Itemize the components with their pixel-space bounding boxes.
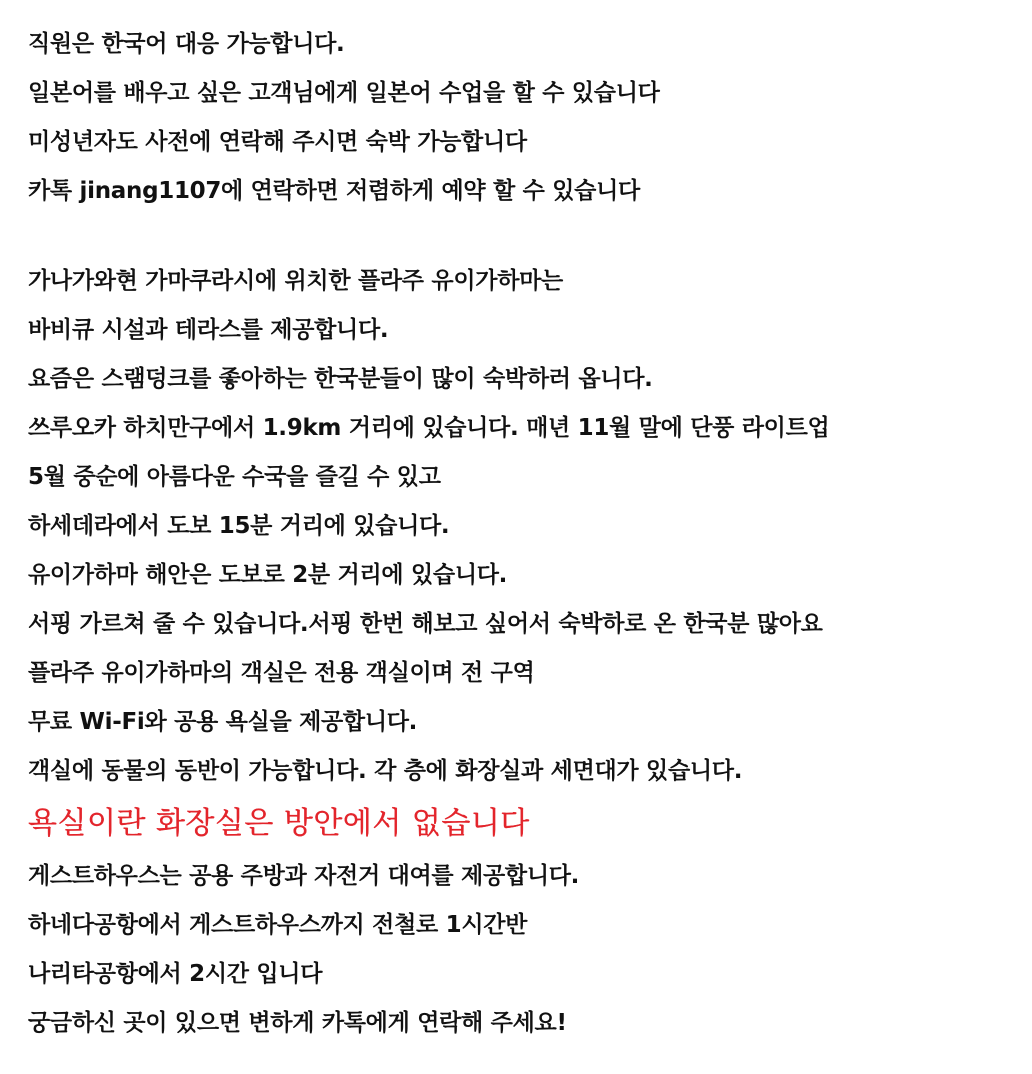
location-line: 가나가와현 가마쿠라시에 위치한 플라주 유이가하마는: [28, 268, 563, 294]
notice-document: [28, 0, 1028, 1048]
surfing-line: 서핑 가르쳐 줄 수 있습니다.서핑 한번 해보고 싶어서 숙박하로 온 한국분 많아요: [28, 611, 823, 637]
haneda-access-line: 하네다공항에서 게스트하우스까지 전철로 1시간반: [28, 912, 528, 938]
paragraph-spacer: [28, 216, 1028, 257]
pets-facilities-line: 객실에 동물의 동반이 가능합니다. 각 층에 화장실과 세면대가 있습니다.: [28, 758, 743, 784]
intro-section: [28, 20, 1028, 216]
slam-dunk-line: 요즘은 스램덩크를 좋아하는 한국분들이 많이 숙박하러 옵니다.: [28, 366, 653, 392]
hachimangu-distance-line: 쓰루오카 하치만구에서 1.9km 거리에 있습니다. 매년 11월 말에 단풍 라이트업: [28, 415, 830, 441]
hasedera-distance-line: 하세데라에서 도보 15분 거리에 있습니다.: [28, 513, 450, 539]
kitchen-bicycle-line: 게스트하우스는 공용 주방과 자전거 대여를 제공합니다.: [28, 863, 580, 889]
contact-invite-line: 궁금하신 곳이 있으면 변하게 카톡에게 연락해 주세요!: [28, 1010, 567, 1036]
japanese-lesson-line: 일본어를 배우고 싶은 고객님에게 일본어 수업을 할 수 있습니다: [28, 80, 660, 106]
narita-access-line: 나리타공항에서 2시간 입니다: [28, 961, 323, 987]
details-section: [28, 257, 1028, 1048]
bbq-terrace-line: 바비큐 시설과 테라스를 제공합니다.: [28, 317, 389, 343]
private-room-line: 플라주 유이가하마의 객실은 전용 객실이며 전 구역: [28, 660, 535, 686]
highlight-warning-line: 욕실이란 화장실은 방안에서 없습니다: [28, 806, 530, 841]
kakaotalk-contact-line: 카톡 jinang1107에 연락하면 저렴하게 예약 할 수 있습니다: [28, 178, 640, 204]
wifi-bath-line: 무료 Wi-Fi와 공용 욕실을 제공합니다.: [28, 709, 418, 735]
hydrangea-line: 5월 중순에 아름다운 수국을 즐길 수 있고: [28, 464, 441, 490]
minor-stay-line: 미성년자도 사전에 연락해 주시면 숙박 가능합니다: [28, 129, 527, 155]
korean-staff-line: 직원은 한국어 대응 가능합니다.: [28, 31, 345, 57]
beach-distance-line: 유이가하마 해안은 도보로 2분 거리에 있습니다.: [28, 562, 508, 588]
